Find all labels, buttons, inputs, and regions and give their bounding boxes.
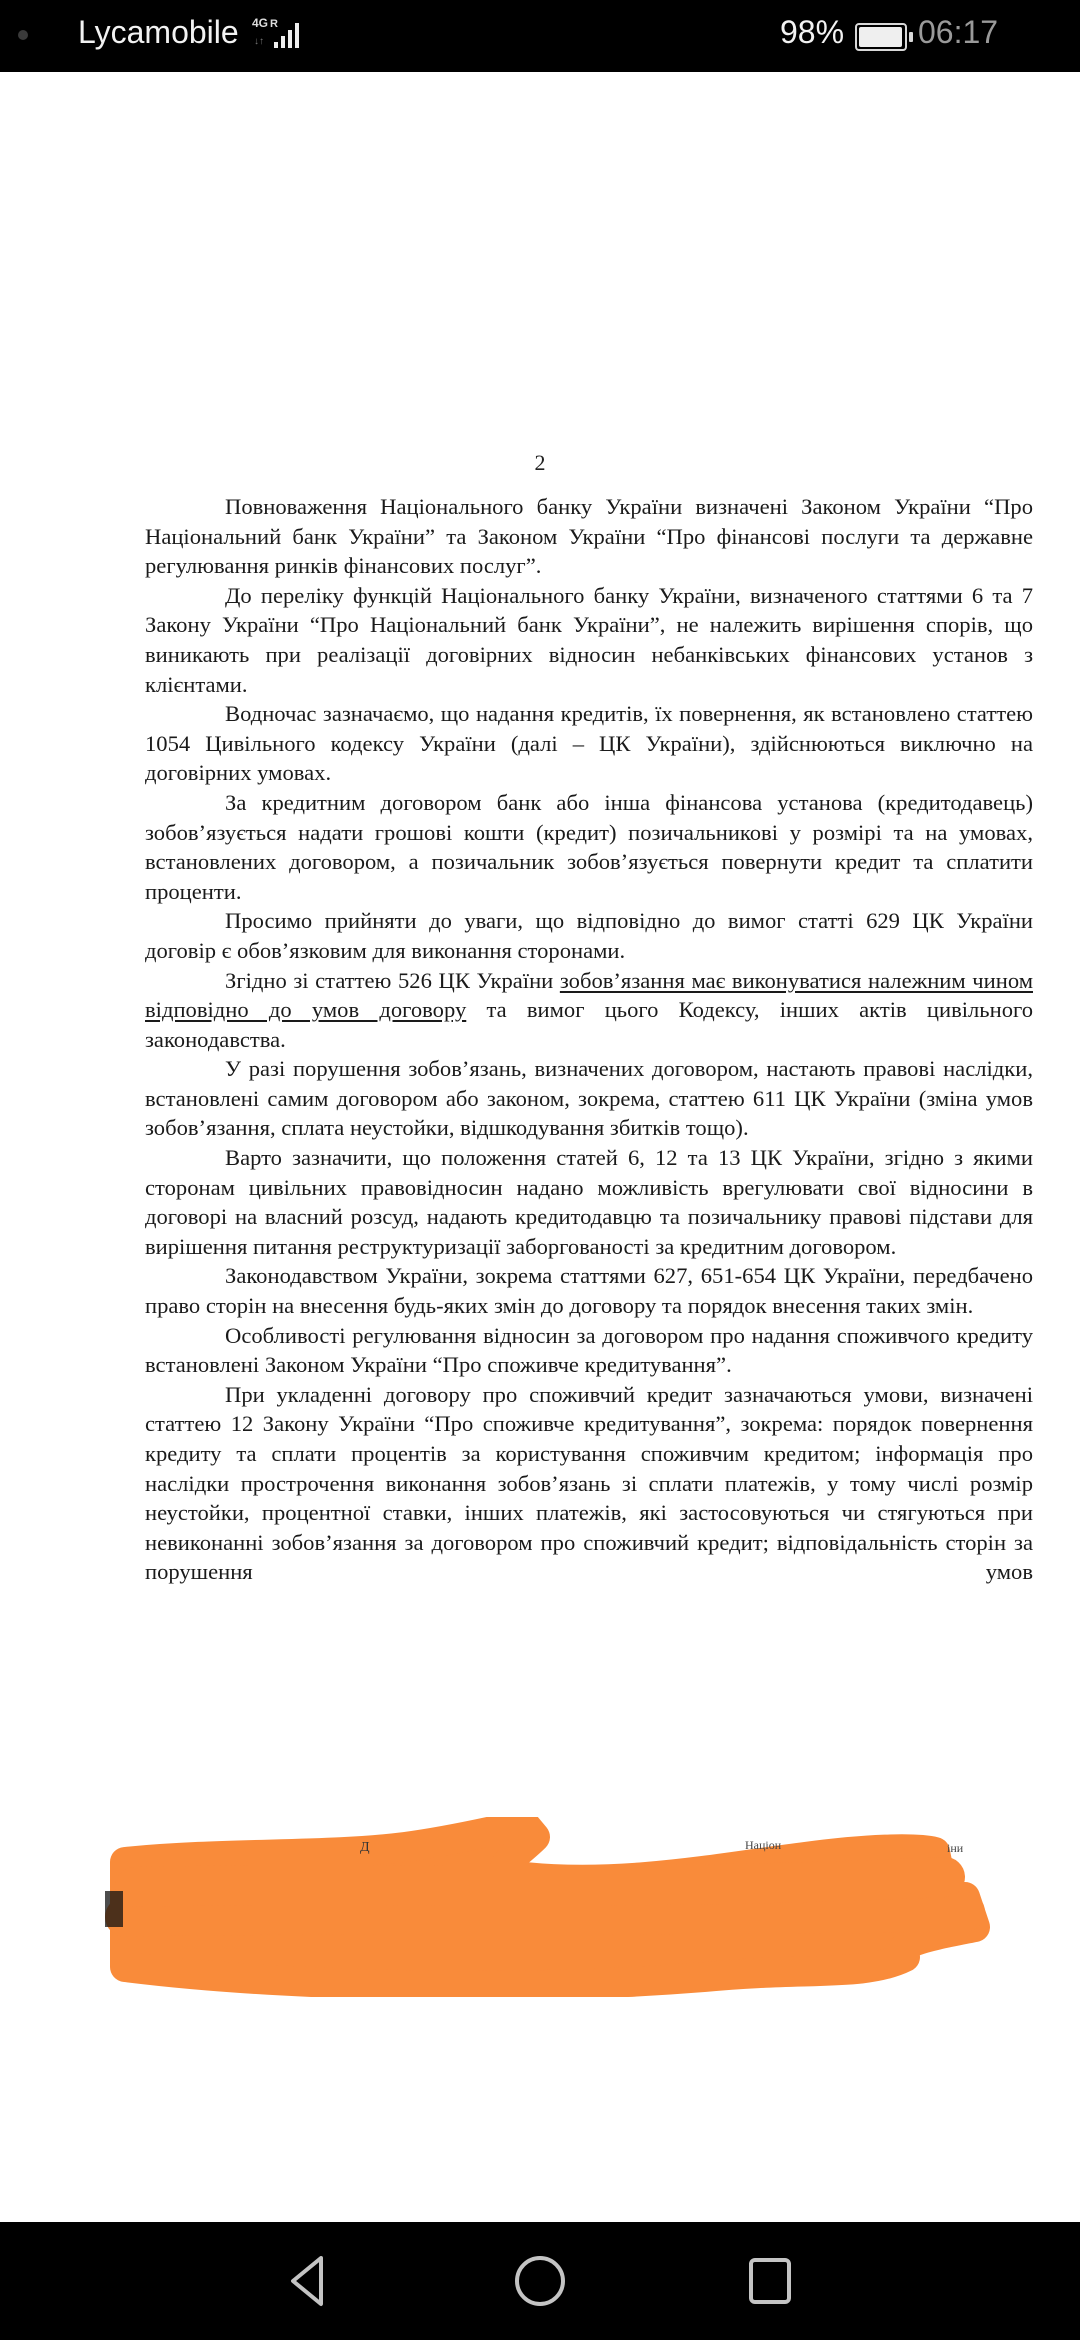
- clock: 06:17: [918, 14, 999, 50]
- svg-text:↓↑: ↓↑: [254, 36, 264, 47]
- paragraph-text: та вимог цього Кодексу, інших актів цивільного законодавства.: [145, 997, 1033, 1052]
- status-bar: [0, 0, 1080, 72]
- page-number: 2: [534, 450, 546, 475]
- home-button[interactable]: [505, 2246, 575, 2316]
- redaction-scribble: [105, 1817, 1005, 1997]
- svg-text:Націон: Націон: [745, 1838, 782, 1852]
- paragraph: Водночас зазначаємо, що надання кредитів, їх повернення, як встановлено статтею 1054 Цивільного кодексу України (далі – ЦК України), здійснюються виключно на договірних умовах.: [145, 701, 1033, 786]
- paragraph: У разі порушення зобов’язань, визначених договором, настають правові наслідки, встановлені самим договором або законом, зокрема, статтею 611 ЦК України (зміна умов зобов’язання, сплата неустойки, відшкодування збитків тощо).: [145, 1056, 1033, 1141]
- paragraph: Повноваження Національного банку України визначені Законом України “Про Національний банк України” та Законом України “Про фінансові послуги та державне регулювання ринків фінансових послуг”.: [145, 494, 1033, 579]
- paragraph-text: Згідно зі статтею 526 ЦК України: [225, 967, 560, 993]
- svg-text:R: R: [270, 18, 278, 30]
- paragraph: При укладенні договору про споживчий кредит зазначаються умови, визначені статтею 12 Закону України “Про споживче кредитування”, зокрема: порядок повернення кредиту та сплати процентів за користування споживчим кредитом; інформація про наслідки прострочення виконання зобов’язань зі сплати платежів, у тому числі розмір неустойки, процентної ставки, інших платежів, які застосовуються чи стягуються при невиконанні зобов’язання за договором про споживчий кредит; відповідальність сторін за порушення умов: [145, 1381, 1033, 1585]
- svg-text:4G: 4G: [252, 16, 269, 30]
- paragraph: Варто зазначити, що положення статей 6, 12 та 13 ЦК України, згідно з якими сторонам цивільних правовідносин надано можливість врегулювати свої відносини в договорі на власний розсуд, надають кредитодавцю та позичальнику правові підстави для вирішення питання реструктуризації заборгованості за кредитним договором.: [145, 1145, 1033, 1259]
- home-icon: [505, 2246, 575, 2316]
- back-button[interactable]: [275, 2246, 345, 2316]
- paragraph: Просимо прийняти до уваги, що відповідно до вимог статті 629 ЦК України договір є обов’язковим для виконання сторонами.: [145, 908, 1033, 963]
- recents-button[interactable]: [735, 2246, 805, 2316]
- back-icon: [275, 2246, 345, 2316]
- document-body: [145, 492, 1033, 1587]
- battery-percent: 98%: [780, 14, 845, 50]
- notification-dot: [18, 30, 28, 40]
- recents-icon: [735, 2246, 805, 2316]
- underlined-text: зобов’язання має виконуватися належним чином відповідно до умов договору: [145, 967, 1033, 1023]
- paragraph: До переліку функцій Національного банку України, визначеного статтями 6 та 7 Закону України “Про Національний банк України”, не належить вирішення спорів, що виникають при реалізації договірних відносин небанківських фінансових установ з клієнтами.: [145, 582, 1033, 697]
- paragraph-with-underline: [145, 966, 1033, 1055]
- carrier-name: Lycamobile: [78, 14, 239, 50]
- paragraph: Особливості регулювання відносин за договором про надання споживчого кредиту встановлені Законом України “Про споживче кредитування”.: [145, 1322, 1033, 1378]
- paragraph: Законодавством України, зокрема статтями 627, 651-654 ЦК України, передбачено право сторін на внесення будь-яких змін до договору та порядок внесення таких змін.: [145, 1263, 1033, 1319]
- svg-text:Д: Д: [360, 1840, 370, 1855]
- battery-icon: [855, 23, 907, 51]
- document-page[interactable]: [0, 72, 1080, 2222]
- navigation-bar: [0, 2222, 1080, 2340]
- signal-icon: [252, 14, 308, 54]
- svg-text:іни: іни: [947, 1841, 964, 1855]
- paragraph: За кредитним договором банк або інша фінансова установа (кредитодавець) зобов’язується надати грошові кошти (кредит) позичальникові у розмірі та на умовах, встановлених договором, а позичальник зобов’язується повернути кредит та сплатити проценти.: [145, 789, 1033, 904]
